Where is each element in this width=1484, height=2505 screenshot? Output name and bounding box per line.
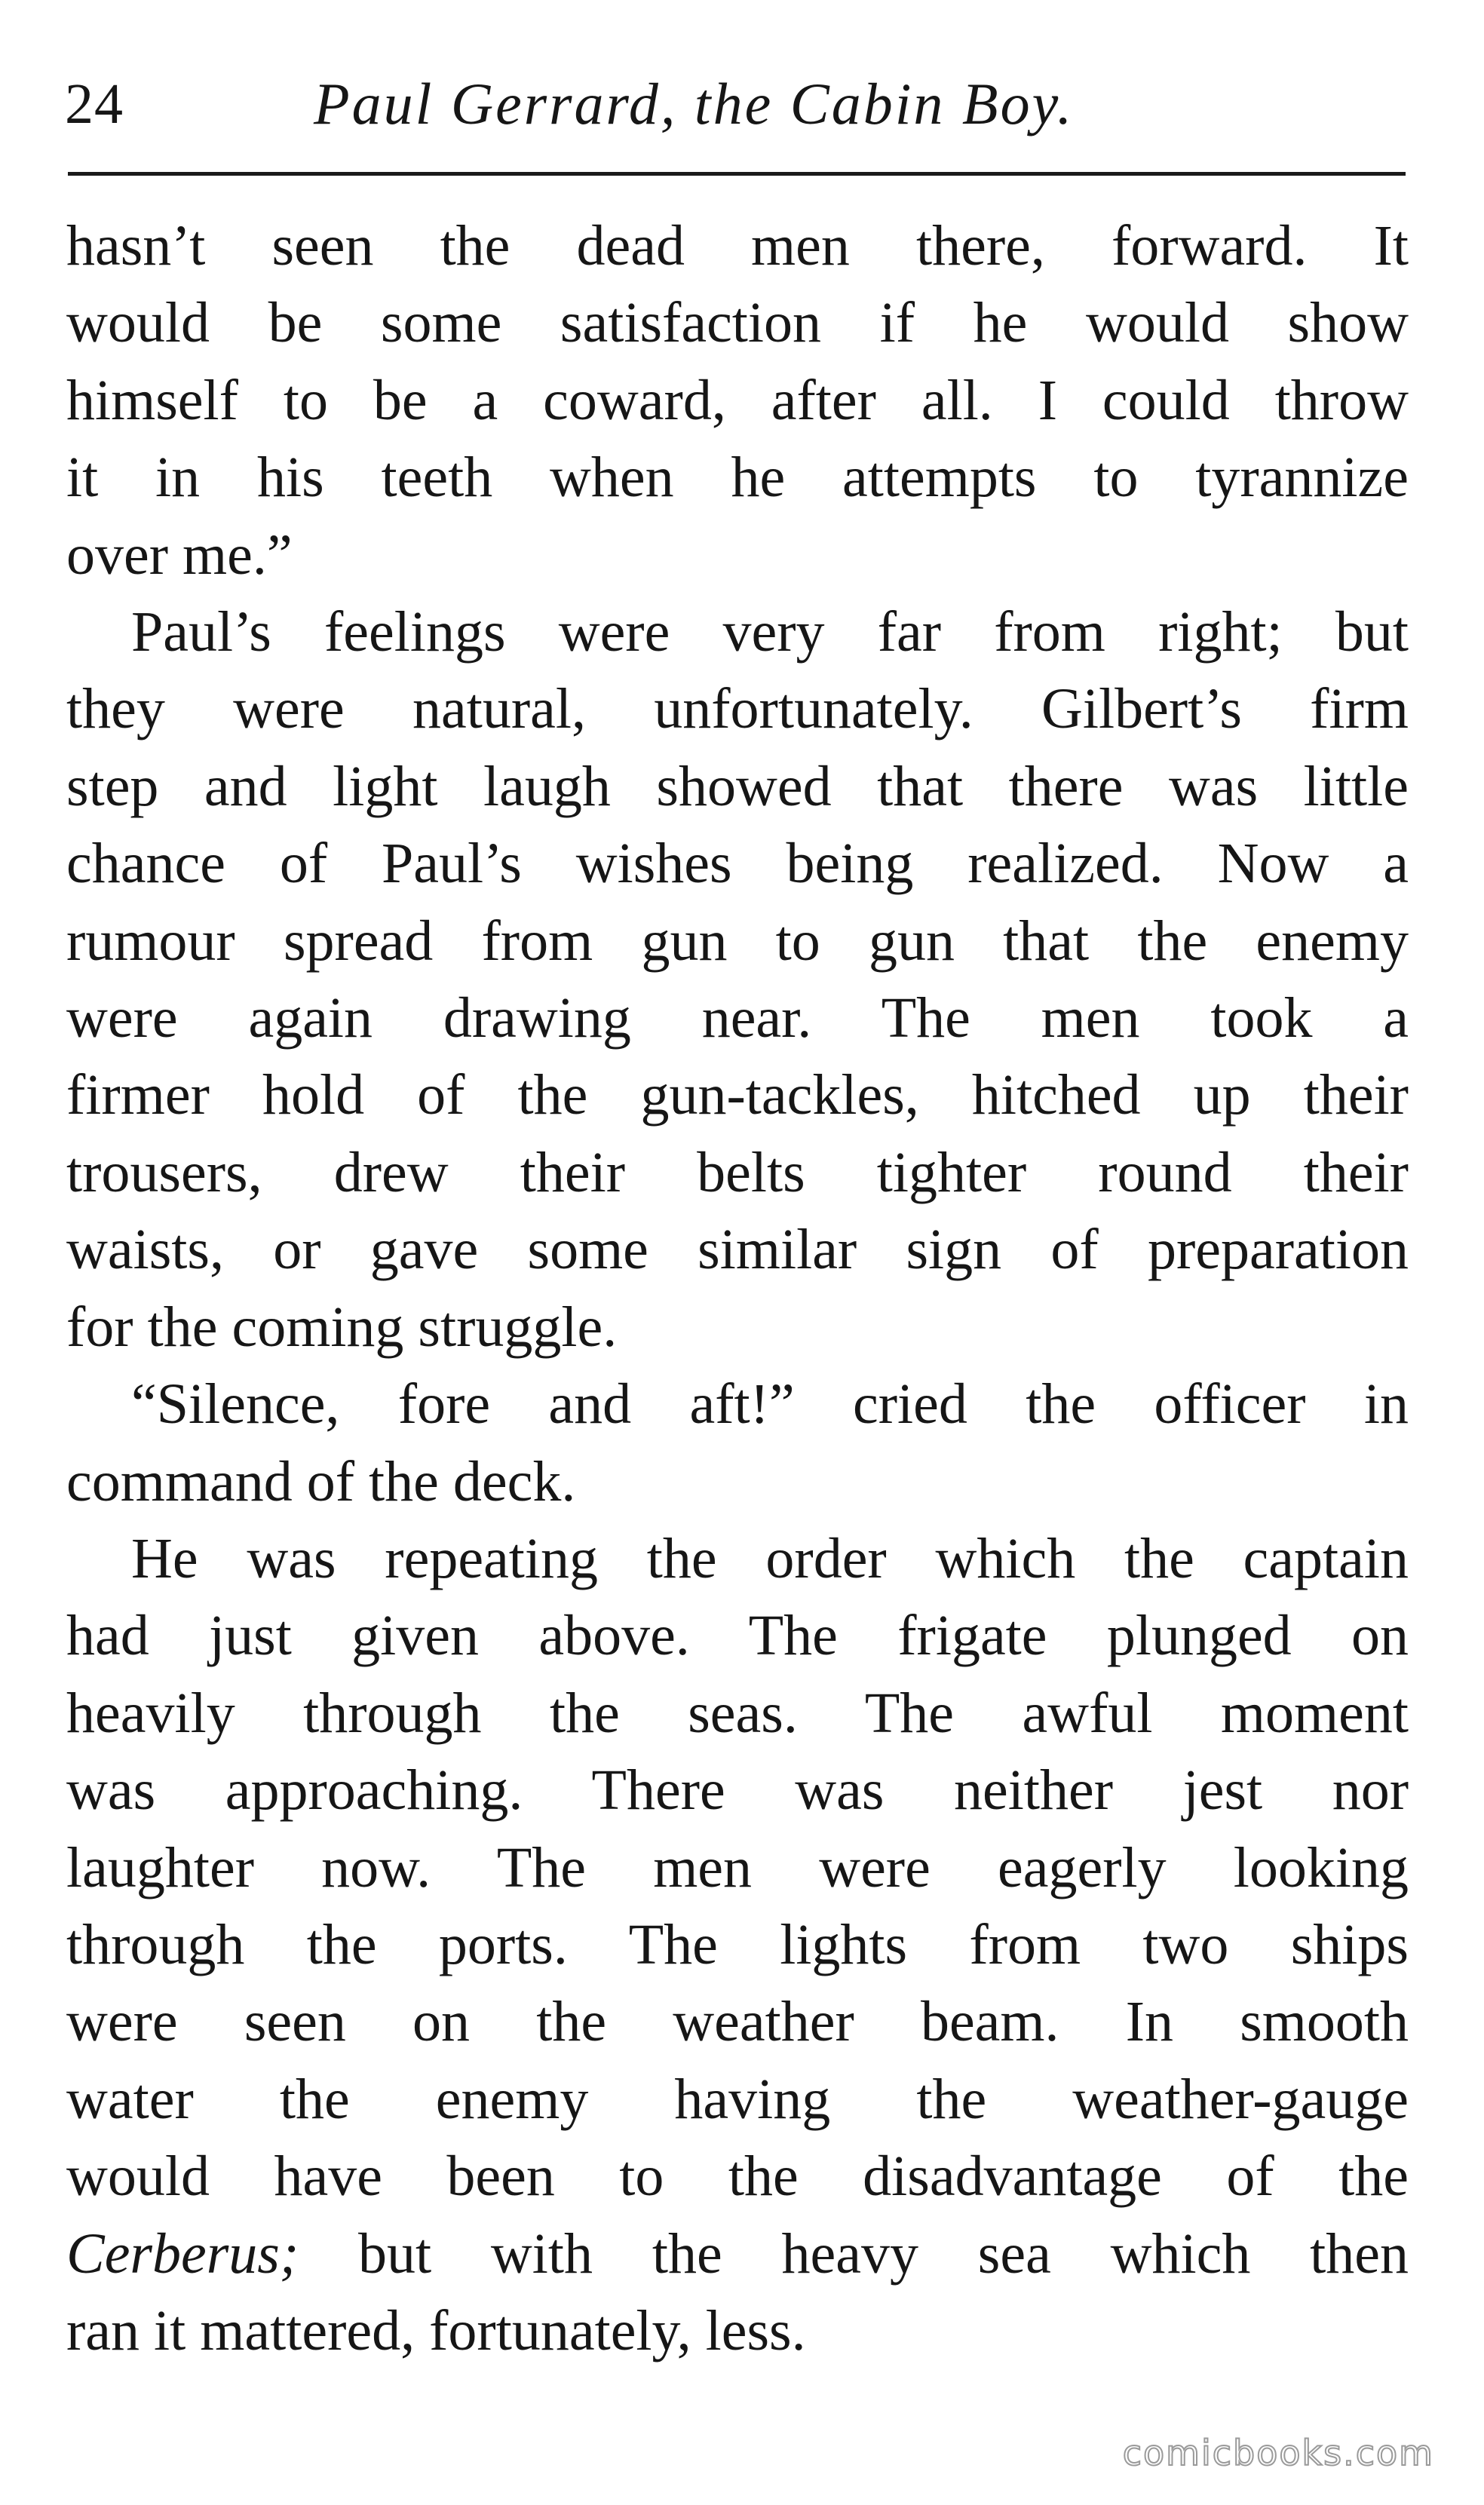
watermark: comicbooks.com — [1122, 2433, 1434, 2473]
text-line: would have been to the disadvantage of the — [66, 2145, 1409, 2209]
ship-name: Cerberus; — [66, 2221, 299, 2286]
body-text — [66, 207, 1409, 2369]
text-line: it in his teeth when he attempts to tyrannize — [66, 446, 1409, 510]
page-number: 24 — [65, 72, 124, 136]
text-line: were again drawing near. The men took a — [66, 986, 1409, 1050]
text-line: laughter now. The men were eagerly looking — [66, 1835, 1409, 1899]
text-line: were seen on the weather beam. In smooth — [66, 1990, 1409, 2054]
text-line: would be some satisfaction if he would show — [66, 291, 1409, 355]
text-line: for the coming struggle. — [66, 1295, 618, 1359]
text-line: hasn’t seen the dead men there, forward. It — [66, 214, 1409, 277]
text-line: heavily through the seas. The awful moment — [66, 1681, 1409, 1745]
paragraph-3 — [66, 1366, 1409, 1520]
text-line: firmer hold of the gun-tackles, hitched up their — [66, 1063, 1409, 1127]
page-header — [65, 59, 1407, 149]
text-line: himself to be a coward, after all. I could throw — [66, 368, 1409, 432]
text-line: He was repeating the order which the captain — [131, 1526, 1409, 1590]
paragraph-4 — [66, 1520, 1409, 2369]
text-line: over me.” — [66, 523, 293, 587]
running-head: Paul Gerrard, the Cabin Boy. — [314, 71, 1075, 136]
text-line: “Silence, fore and aft!” cried the officer in — [131, 1372, 1409, 1436]
text-line: they were natural, unfortunately. Gilbert’s firm — [66, 677, 1409, 741]
text-line: ran it mattered, fortunately, less. — [66, 2298, 806, 2362]
text-line: waists, or gave some similar sign of preparation — [66, 1218, 1409, 1282]
paragraph-1 — [66, 207, 1409, 593]
text-line: chance of Paul’s wishes being realized. Now a — [66, 832, 1409, 896]
text-line: Paul’s feelings were very far from right; but — [131, 600, 1409, 664]
text-line: water the enemy having the weather-gauge — [66, 2067, 1409, 2131]
text-line: step and light laugh showed that there was little — [66, 754, 1409, 818]
text-line: was approaching. There was neither jest nor — [66, 1758, 1409, 1823]
text-line: had just given above. The frigate plunged on — [66, 1604, 1409, 1668]
text-line — [66, 2215, 1409, 2292]
text-line: trousers, drew their belts tighter round their — [66, 1140, 1409, 1204]
text-line: command of the deck. — [66, 1449, 576, 1513]
text-line: rumour spread from gun to gun that the enemy — [66, 909, 1409, 973]
header-rule — [68, 172, 1406, 176]
text-fragment: but with the heavy sea which then — [299, 2221, 1409, 2286]
paragraph-2 — [66, 593, 1409, 1366]
text-line: through the ports. The lights from two ships — [66, 1912, 1409, 1976]
